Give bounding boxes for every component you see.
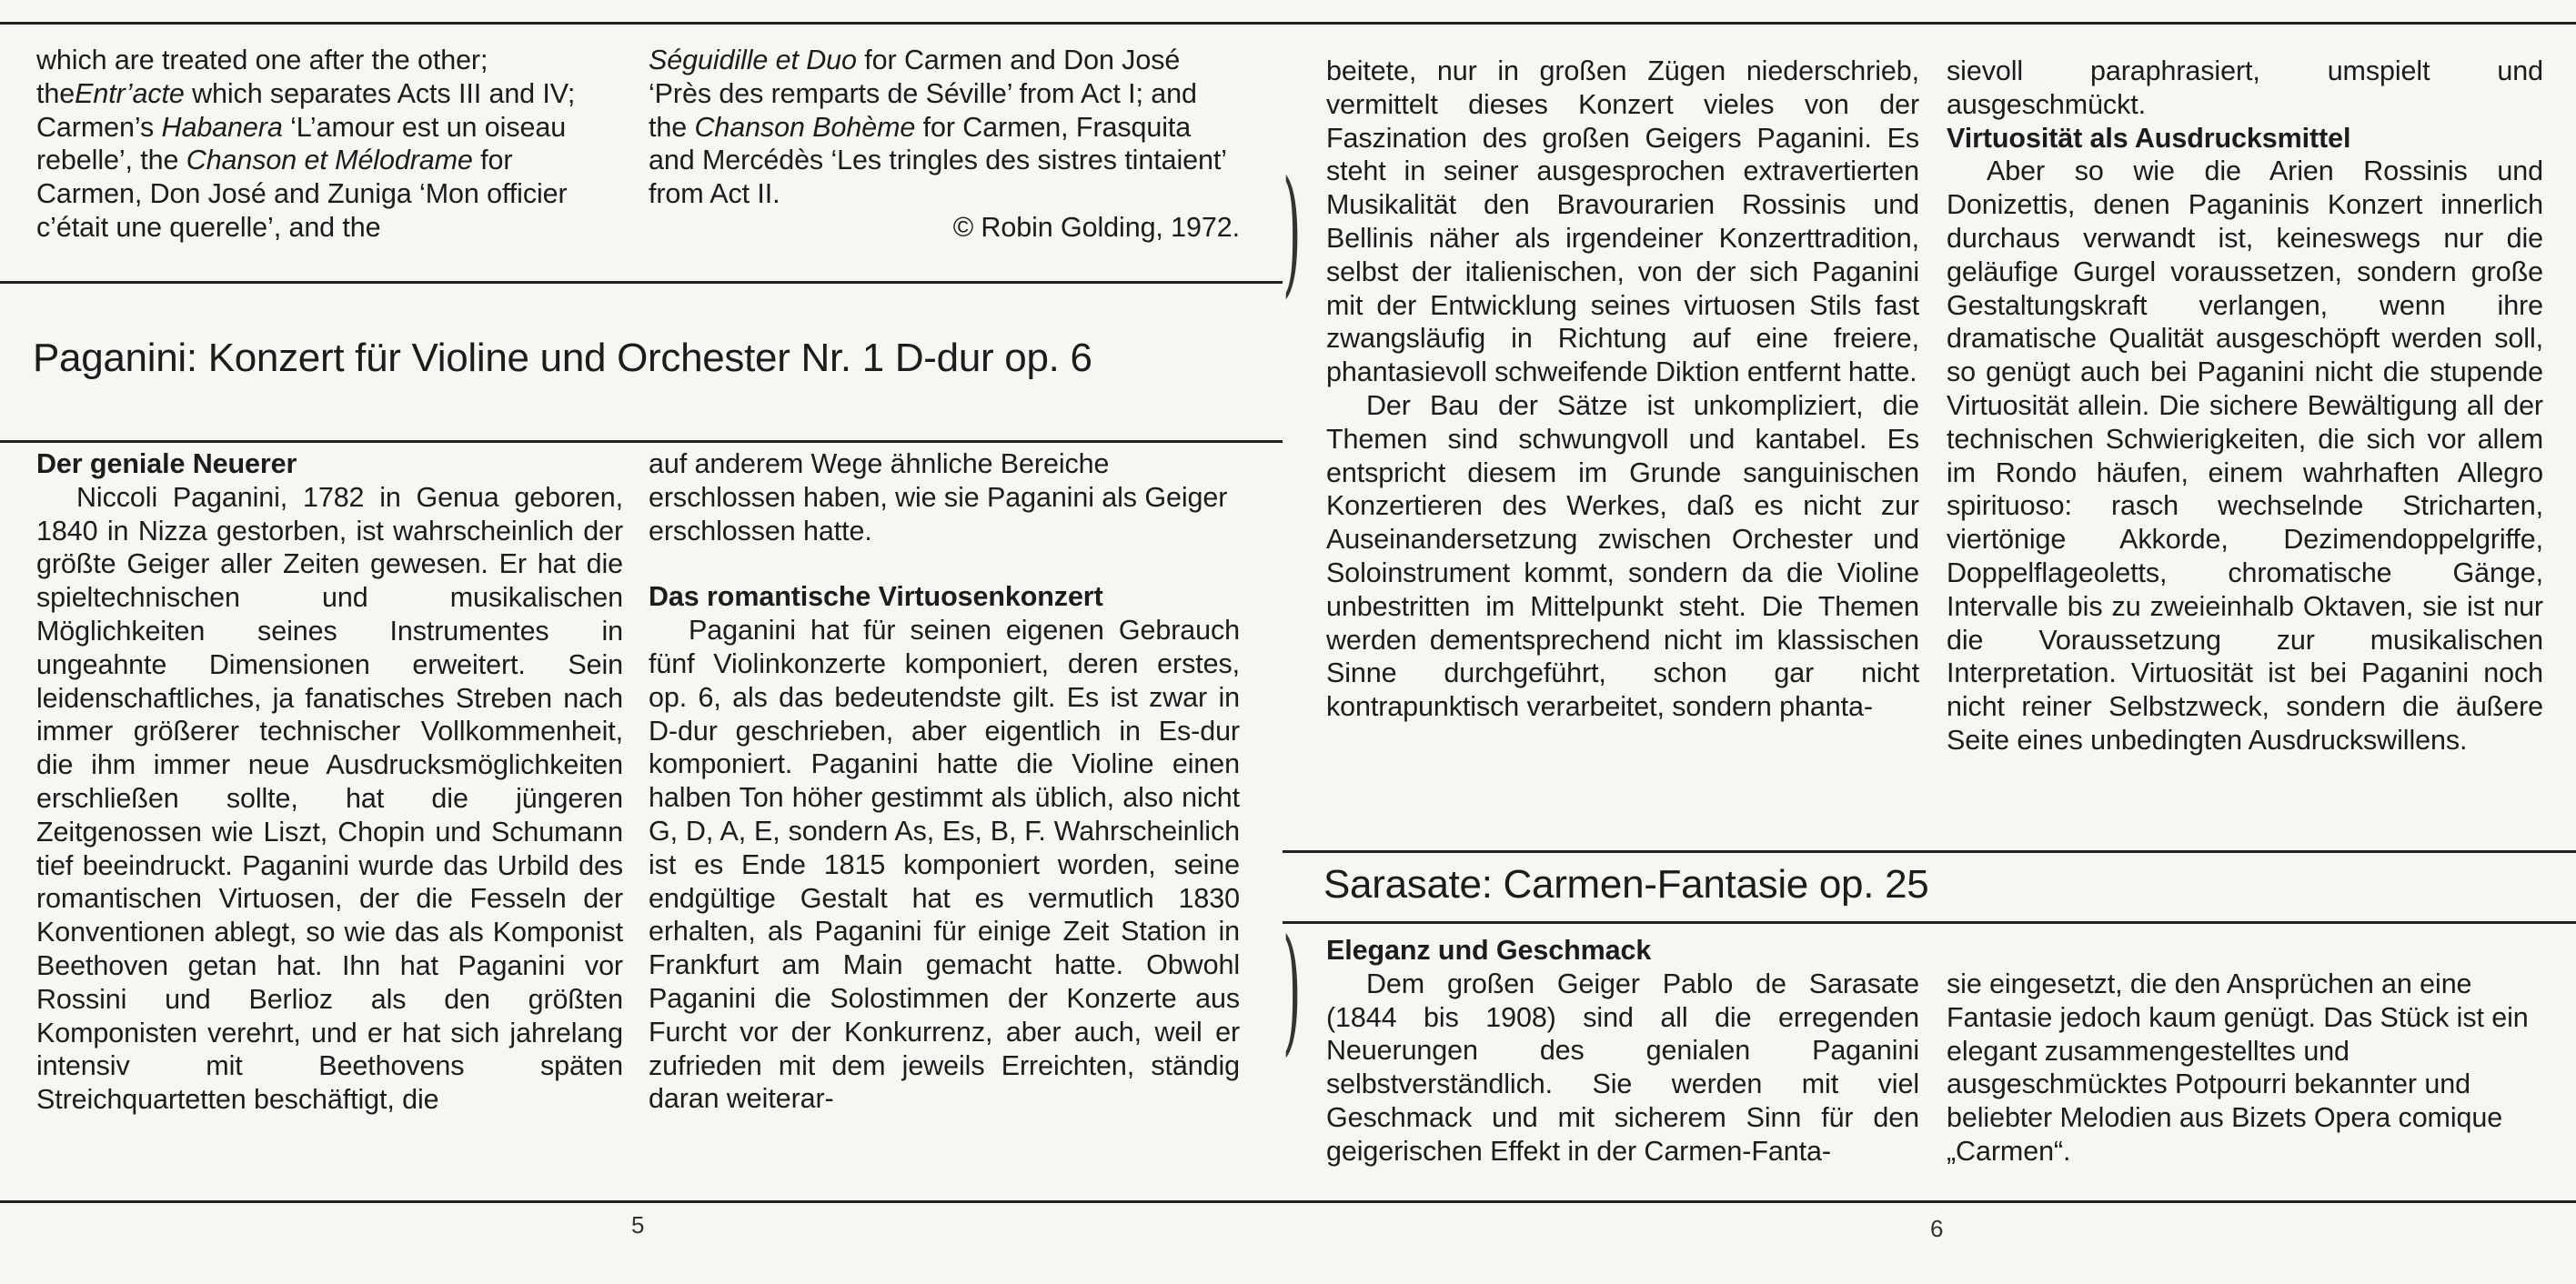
section-text-neuerer: Niccoli Paganini, 1782 in Genua geboren, 1840 in Nizza gestorben, ist wahrscheinlich der größte Geiger aller Zeiten gewesen. Er hat die spieltechnischen und musikalischen Möglichkeiten seines Instrumentes in ungeahnte Dimensionen erweitert. Sein leidenschaftliches, ja fanatisches Streben nach immer größerer technischer Vollkommenheit, die ihm immer neue Ausdrucksmöglichkeiten erschließen sollte, hat die jüngeren Zeitgenossen wie Liszt, Chopin und Schumann tief beeindruckt. Paganini wurde das Urbild des romantischen Virtuosen, der die Fesseln der Konventionen ablegt, so wie das als Komponist Beethoven getan hat. Ihn hat Paganini vor Rossini und Berlioz als den größten Komponisten verehrt, und er hat sich jahrelang intensiv mit Beethovens späten Streichquartetten beschäftigt, die xyxy=(36,481,623,1116)
sarasate-column-1 xyxy=(1326,934,1919,1169)
section-text-virtuositaet: Aber so wie die Arien Rossinis und Donizettis, denen Paganinis Konzert innerlich durchaus verwandt ist, keineswegs nur die geläufige Gurgel voraussetzen, sondern große Gestaltungskraft verlangen, wenn ihre dramatische Qualität ausgeschöpft werden soll, so genügt auch bei Paganini nicht die stupende Virtuosität allein. Die sichere Bewältigung all der technischen Schwierigkeiten, die sich vor allem im Rondo häufen, einem wahrhaften Allegro spirituoso: rasch wechselnde Stricharten, viertönige Akkorde, Dezimendoppelgriffe, Doppelflageoletts, chromatische Gänge, Intervalle bis zu zweieinhalb Oktaven, sie ist nur die Voraussetzung zur musikalischen Interpretation. Virtuosität ist bei Paganini noch nicht reiner Selbstzweck, sondern die äußere Seite eines unbedingten Ausdruckswillens. xyxy=(1947,155,2543,756)
sarasate-title-top-rule xyxy=(1283,850,2576,853)
italic-title: Entr’acte xyxy=(75,77,185,109)
title-top-rule xyxy=(0,281,1283,284)
section-heading-virtuositaet: Virtuosität als Ausdrucksmittel xyxy=(1947,122,2351,154)
intro-column-1 xyxy=(36,44,619,245)
page-number-right: 6 xyxy=(1930,1215,1944,1242)
continuation-text-2: sievoll paraphrasiert, umspielt und ausgeschmückt. xyxy=(1947,55,2543,120)
italic-title: Chanson et Mélodrame xyxy=(186,145,473,176)
section-heading-neuerer: Der geniale Neuerer xyxy=(36,448,297,479)
page-right xyxy=(1283,0,2576,1284)
page-title-sarasate: Sarasate: Carmen-Fantasie op. 25 xyxy=(1323,862,1929,907)
intro-paragraph-1 xyxy=(36,44,619,245)
top-rule-right xyxy=(1283,22,2576,25)
intro-paragraph-2 xyxy=(649,44,1240,211)
title-bottom-rule xyxy=(0,440,1283,443)
section-heading-virtuosenkonzert: Das romantische Virtuosenkonzert xyxy=(649,581,1103,613)
text-run: ‘L’amour est un oiseau rebelle’, the xyxy=(36,111,567,176)
section-text-eleganz: Dem großen Geiger Pablo de Sarasate (1844 bis 1908) sind all die erregenden Neuerungen des genialen Paganini selbstverständlich. Sie werden mit viel Geschmack und mit sicherem Sinn für den geigerischen Effekt in der Carmen-Fanta- xyxy=(1326,968,1919,1167)
brace-mark-lower: ) xyxy=(1283,911,1302,1069)
continuation-column-2 xyxy=(1947,55,2543,757)
text-run: Carmen’s xyxy=(36,111,162,143)
text-run: for Carmen and Don José ‘Près des remparts de Séville’ from Act I; and the xyxy=(649,45,1197,143)
italic-title: Chanson Bohème xyxy=(694,111,916,143)
section-text-neuerer-continued: auf anderem Wege ähnliche Bereiche erschlossen haben, wie sie Paganini als Geiger erschlossen hatte. xyxy=(649,448,1228,547)
bottom-rule-right xyxy=(1283,1200,2576,1203)
page-number-left: 5 xyxy=(631,1211,645,1239)
section-heading-eleganz: Eleganz und Geschmack xyxy=(1326,935,1652,966)
section-text-virtuosenkonzert: Paganini hat für seinen eigenen Gebrauch fünf Violinkonzerte komponiert, deren erstes, op. 6, als das bedeutendste gilt. Es ist zwar in D-dur geschrieben, aber eigentlich in Es-dur komponiert. Paganini hatte die Violine einen halben Ton höher gestimmt als üblich, also nicht G, D, A, E, sondern As, Es, B, F. Wahrscheinlich ist es Ende 1815 komponiert worden, seine endgültige Gestalt hat es vermutlich 1830 erhalten, als Paganini für einige Zeit Station in Frankfurt am Main gemacht hatte. Obwohl Paganini die Solostimmen der Konzerte aus Furcht vor der Konkurrenz, aber auch, weil er zufrieden mit dem jeweils Erreichten, ständig daran weiterar- xyxy=(649,615,1240,1115)
sarasate-title-bottom-rule xyxy=(1283,921,2576,924)
article-column-2 xyxy=(649,447,1240,1116)
text-run: for Carmen, Don José and Zuniga ‘Mon officier c’était une querelle’, and the xyxy=(36,145,568,243)
italic-title: Séguidille et Duo xyxy=(649,45,857,75)
bottom-rule xyxy=(0,1200,1283,1203)
sarasate-column-2 xyxy=(1947,968,2543,1169)
brace-mark-upper: ) xyxy=(1283,153,1302,311)
continuation-paragraph-2: Der Bau der Sätze ist unkompliziert, die Themen sind schwungvoll und kantabel. Es entspricht diesem im Grunde sanguinischen Konzertieren des Werkes, daß es nicht zur Auseinandersetzung zwischen Orchester und Soloinstrument kommt, sondern da die Violine unbestritten im Mittelpunkt steht. Die Themen werden dementsprechend nicht im klassischen Sinne durchgeführt, schon gar nicht kontrapunktisch verarbeitet, sondern phanta- xyxy=(1326,389,1919,723)
text-run: which are treated one after the other; the xyxy=(36,45,488,109)
page-title-paganini: Paganini: Konzert für Violine und Orchester Nr. 1 D-dur op. 6 xyxy=(33,336,1092,380)
text-run: for Carmen, Frasquita and Mercédès ‘Les tringles des sistres tintaient’ from Act II. xyxy=(649,111,1226,210)
italic-title: Habanera xyxy=(161,111,283,143)
continuation-column-1 xyxy=(1326,55,1919,724)
top-rule xyxy=(0,22,1283,25)
continuation-text: beitete, nur in großen Zügen niederschrieb, vermittelt dieses Konzert vieles von der Faszination des großen Geigers Paganini. Es steht in seiner ausgesprochen extravertierten Musikalität den Bravourarien Rossinis und Bellinis näher als irgendeiner Konzerttradition, selbst der italienischen, von der sich Paganini mit der Entwicklung seines virtuosen Stils fast zwangsläufig in Richtung auf eine freiere, phantasievoll schweifende Diktion entfernt hatte. xyxy=(1326,55,1919,388)
section-text-eleganz-continued: sie eingesetzt, die den Ansprüchen an eine Fantasie jedoch kaum genügt. Das Stück ist ein elegant zusammengestelltes und ausgeschmücktes Potpourri bekannter und beliebter Melodien aus Bizets Opera comique „Carmen“. xyxy=(1947,968,2529,1167)
article-column-1 xyxy=(36,447,623,1117)
text-run: which separates Acts III and IV; xyxy=(184,77,576,109)
intro-column-2 xyxy=(649,44,1240,245)
credit-line: © Robin Golding, 1972. xyxy=(952,211,1240,243)
page-left xyxy=(0,0,1283,1284)
